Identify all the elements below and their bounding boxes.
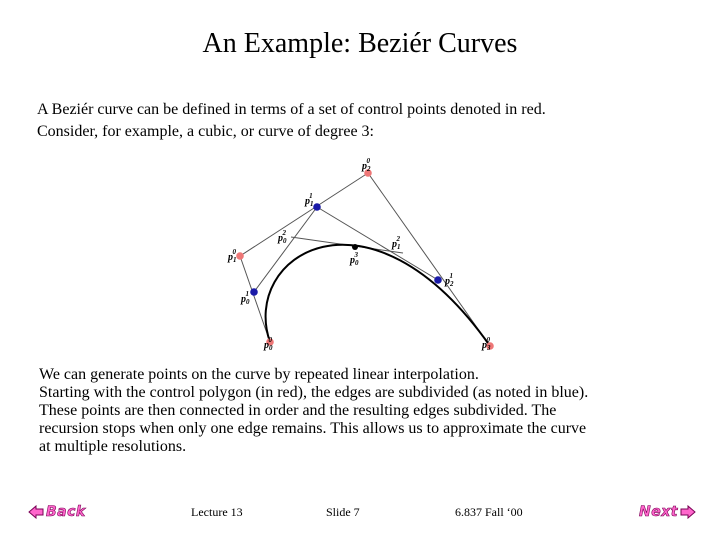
body-line: Starting with the control polygon (in red), the edges are subdivided (as noted in blue). — [39, 384, 589, 401]
body-line: at multiple resolutions. — [39, 438, 187, 455]
body-line: We can generate points on the curve by repeated linear interpolation. — [39, 366, 479, 383]
label-p0-0: $p_00$ — [264, 336, 273, 352]
subdivision-point-p2-1 — [434, 276, 442, 284]
label-p2-0: $p_20$ — [362, 157, 371, 173]
label-p3-0: $p_30$ — [482, 336, 491, 352]
label-p0-1: $p_01$ — [241, 290, 250, 306]
intro-line: Consider, for example, a cubic, or curve of degree 3: — [37, 123, 374, 140]
next-button[interactable] — [639, 500, 696, 524]
control-point-p1 — [236, 252, 244, 260]
intro-line: A Beziér curve can be defined in terms of a set of control points denoted in red. — [37, 101, 546, 118]
body-line: recursion stops when only one edge remains. This allows us to approximate the curve — [39, 420, 587, 437]
body-line: These points are then connected in order and the resulting edges subdivided. The — [39, 402, 557, 419]
slide-number: Slide 7 — [326, 505, 360, 519]
left-arrow-icon — [28, 505, 44, 519]
subdivision-edges-level-1 — [254, 207, 438, 292]
back-label: Back — [46, 504, 86, 520]
course-label: 6.837 Fall ‘00 — [455, 505, 523, 519]
body-text — [39, 366, 679, 456]
label-p2-1: $p_21$ — [445, 272, 454, 288]
next-label: Next — [639, 504, 678, 520]
label-p0-2: $p_02$ — [278, 229, 287, 245]
curve-point-p0-3 — [352, 244, 358, 250]
back-button[interactable] — [28, 500, 86, 524]
slide-title: An Example: Beziér Curves — [202, 28, 518, 59]
label-p0-3: $p_03$ — [350, 251, 359, 267]
subdivision-point-p1-1 — [313, 203, 321, 211]
bezier-curve — [266, 245, 490, 346]
lecture-label: Lecture 13 — [191, 505, 243, 519]
label-p1-0: $p_10$ — [228, 248, 237, 264]
label-p1-2: $p_12$ — [392, 235, 401, 251]
right-arrow-icon — [680, 505, 696, 519]
label-p1-1: $p_11$ — [305, 192, 314, 208]
subdivision-point-p0-1 — [250, 288, 258, 296]
